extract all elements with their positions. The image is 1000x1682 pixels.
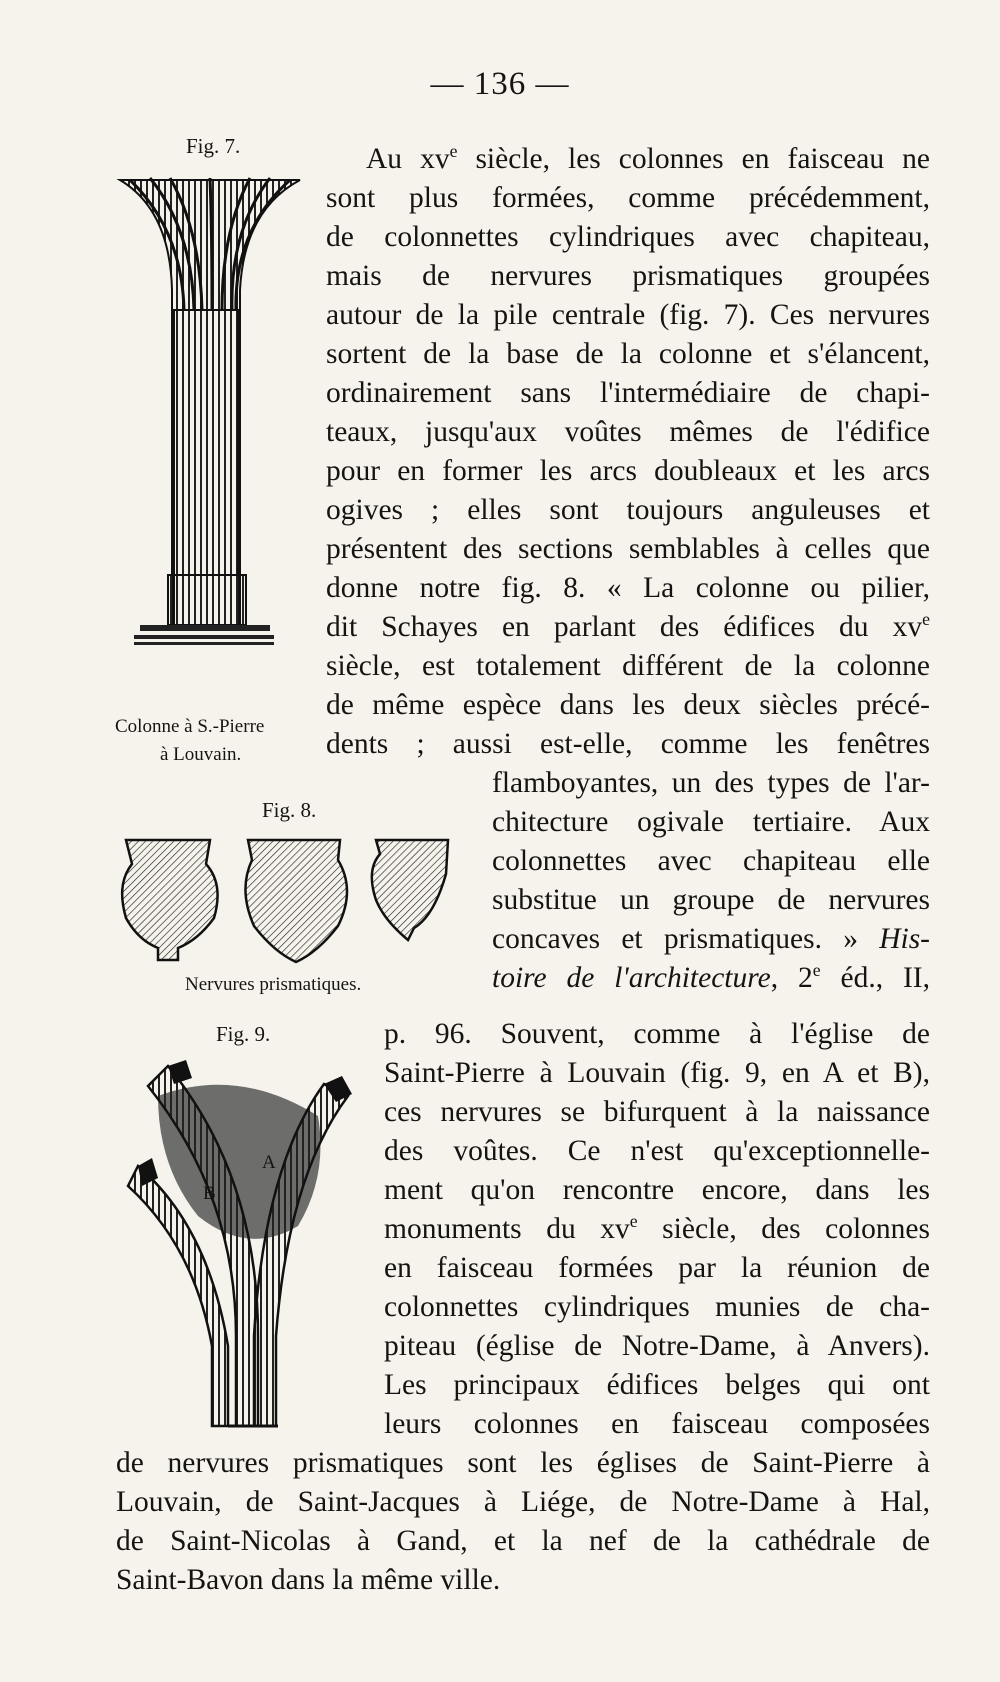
fig7-label: Fig. 7. bbox=[186, 134, 241, 158]
text-line: ces nervures se bifurquent à la naissance bbox=[384, 1096, 930, 1128]
fig7-caption-line2: à Louvain. bbox=[160, 744, 242, 765]
text-line: monuments du $xv^e$ siècle, des colonnes bbox=[384, 1211, 930, 1245]
fig8-label: Fig. 8. bbox=[262, 798, 317, 822]
fig7-caption-line1: Colonne à S.-Pierre bbox=[115, 716, 265, 737]
fig9-letter-b: B bbox=[203, 1183, 216, 1204]
fig9-label: Fig. 9. bbox=[216, 1022, 271, 1046]
text-line: siècle, est totalement différent de la colonne bbox=[326, 650, 930, 682]
text-line: chitecture ogivale tertiaire. Aux bbox=[492, 806, 930, 838]
text-line: p. 96. Souvent, comme à l'église de bbox=[384, 1018, 930, 1050]
text-line: donne notre fig. 8. « La colonne ou pilier, bbox=[326, 572, 930, 604]
text-line: pour en former les arcs doubleaux et les arcs bbox=[326, 455, 930, 487]
text-line: de Saint-Nicolas à Gand, et la nef de la cathédrale de bbox=[116, 1525, 930, 1557]
fig8-caption: Nervures prismatiques. bbox=[185, 974, 362, 995]
text-line: sont plus formées, comme précédemment, bbox=[326, 182, 930, 214]
text-line: Au $xv^e$ siècle, les colonnes en faisceau ne bbox=[366, 141, 930, 175]
text-line: colonnettes cylindriques munies de cha- bbox=[384, 1291, 930, 1323]
text-line: de même espèce dans les deux siècles précé- bbox=[326, 689, 930, 721]
text-line: colonnettes avec chapiteau elle bbox=[492, 845, 930, 877]
text-line: leurs colonnes en faisceau composées bbox=[384, 1408, 930, 1440]
fig9-bifurcating-ribs-illustration bbox=[128, 1056, 368, 1436]
fig9-letter-a: A bbox=[262, 1152, 276, 1173]
text-line: dit Schayes en parlant des édifices du $xv^e$ bbox=[326, 609, 930, 643]
text-line: sortent de la base de la colonne et s'élancent, bbox=[326, 338, 930, 370]
text-line: Saint-Pierre à Louvain (fig. 9, en A et B), bbox=[384, 1057, 930, 1089]
text-line: ogives ; elles sont toujours anguleuses et bbox=[326, 494, 930, 526]
fig7-column-illustration bbox=[110, 170, 310, 700]
text-line: substitue un groupe de nervures bbox=[492, 884, 930, 916]
text-line: Les principaux édifices belges qui ont bbox=[384, 1369, 930, 1401]
text-line: teaux, jusqu'aux voûtes mêmes de l'édifice bbox=[326, 416, 930, 448]
text-line: dents ; aussi est-elle, comme les fenêtres bbox=[326, 728, 930, 760]
text-line: présentent des sections semblables à celles que bbox=[326, 533, 930, 565]
text-line: Saint-Bavon dans la même ville. bbox=[116, 1564, 501, 1596]
text-line: mais de nervures prismatiques groupées bbox=[326, 260, 930, 292]
text-line: de colonnettes cylindriques avec chapiteau, bbox=[326, 221, 930, 253]
text-line: ment qu'on rencontre encore, dans les bbox=[384, 1174, 930, 1206]
text-line: Louvain, de Saint-Jacques à Liége, de Notre-Dame à Hal, bbox=[116, 1486, 930, 1518]
text-line: autour de la pile centrale (fig. 7). Ces nervures bbox=[326, 299, 930, 331]
text-line: piteau (église de Notre-Dame, à Anvers). bbox=[384, 1330, 930, 1362]
text-line: des voûtes. Ce n'est qu'exceptionnelle- bbox=[384, 1135, 930, 1167]
text-line: en faisceau formées par la réunion de bbox=[384, 1252, 930, 1284]
text-line: concaves et prismatiques. » His- bbox=[492, 923, 930, 955]
fig8-rib-sections bbox=[118, 840, 458, 970]
page-number: — 136 — bbox=[430, 66, 570, 102]
text-line: de nervures prismatiques sont les églises de Saint-Pierre à bbox=[116, 1447, 930, 1479]
text-line: toire de l'architecture, 2e éd., II, bbox=[492, 960, 931, 994]
text-line: flamboyantes, un des types de l'ar- bbox=[492, 767, 930, 799]
text-line: ordinairement sans l'intermédiaire de chapi- bbox=[326, 377, 930, 409]
